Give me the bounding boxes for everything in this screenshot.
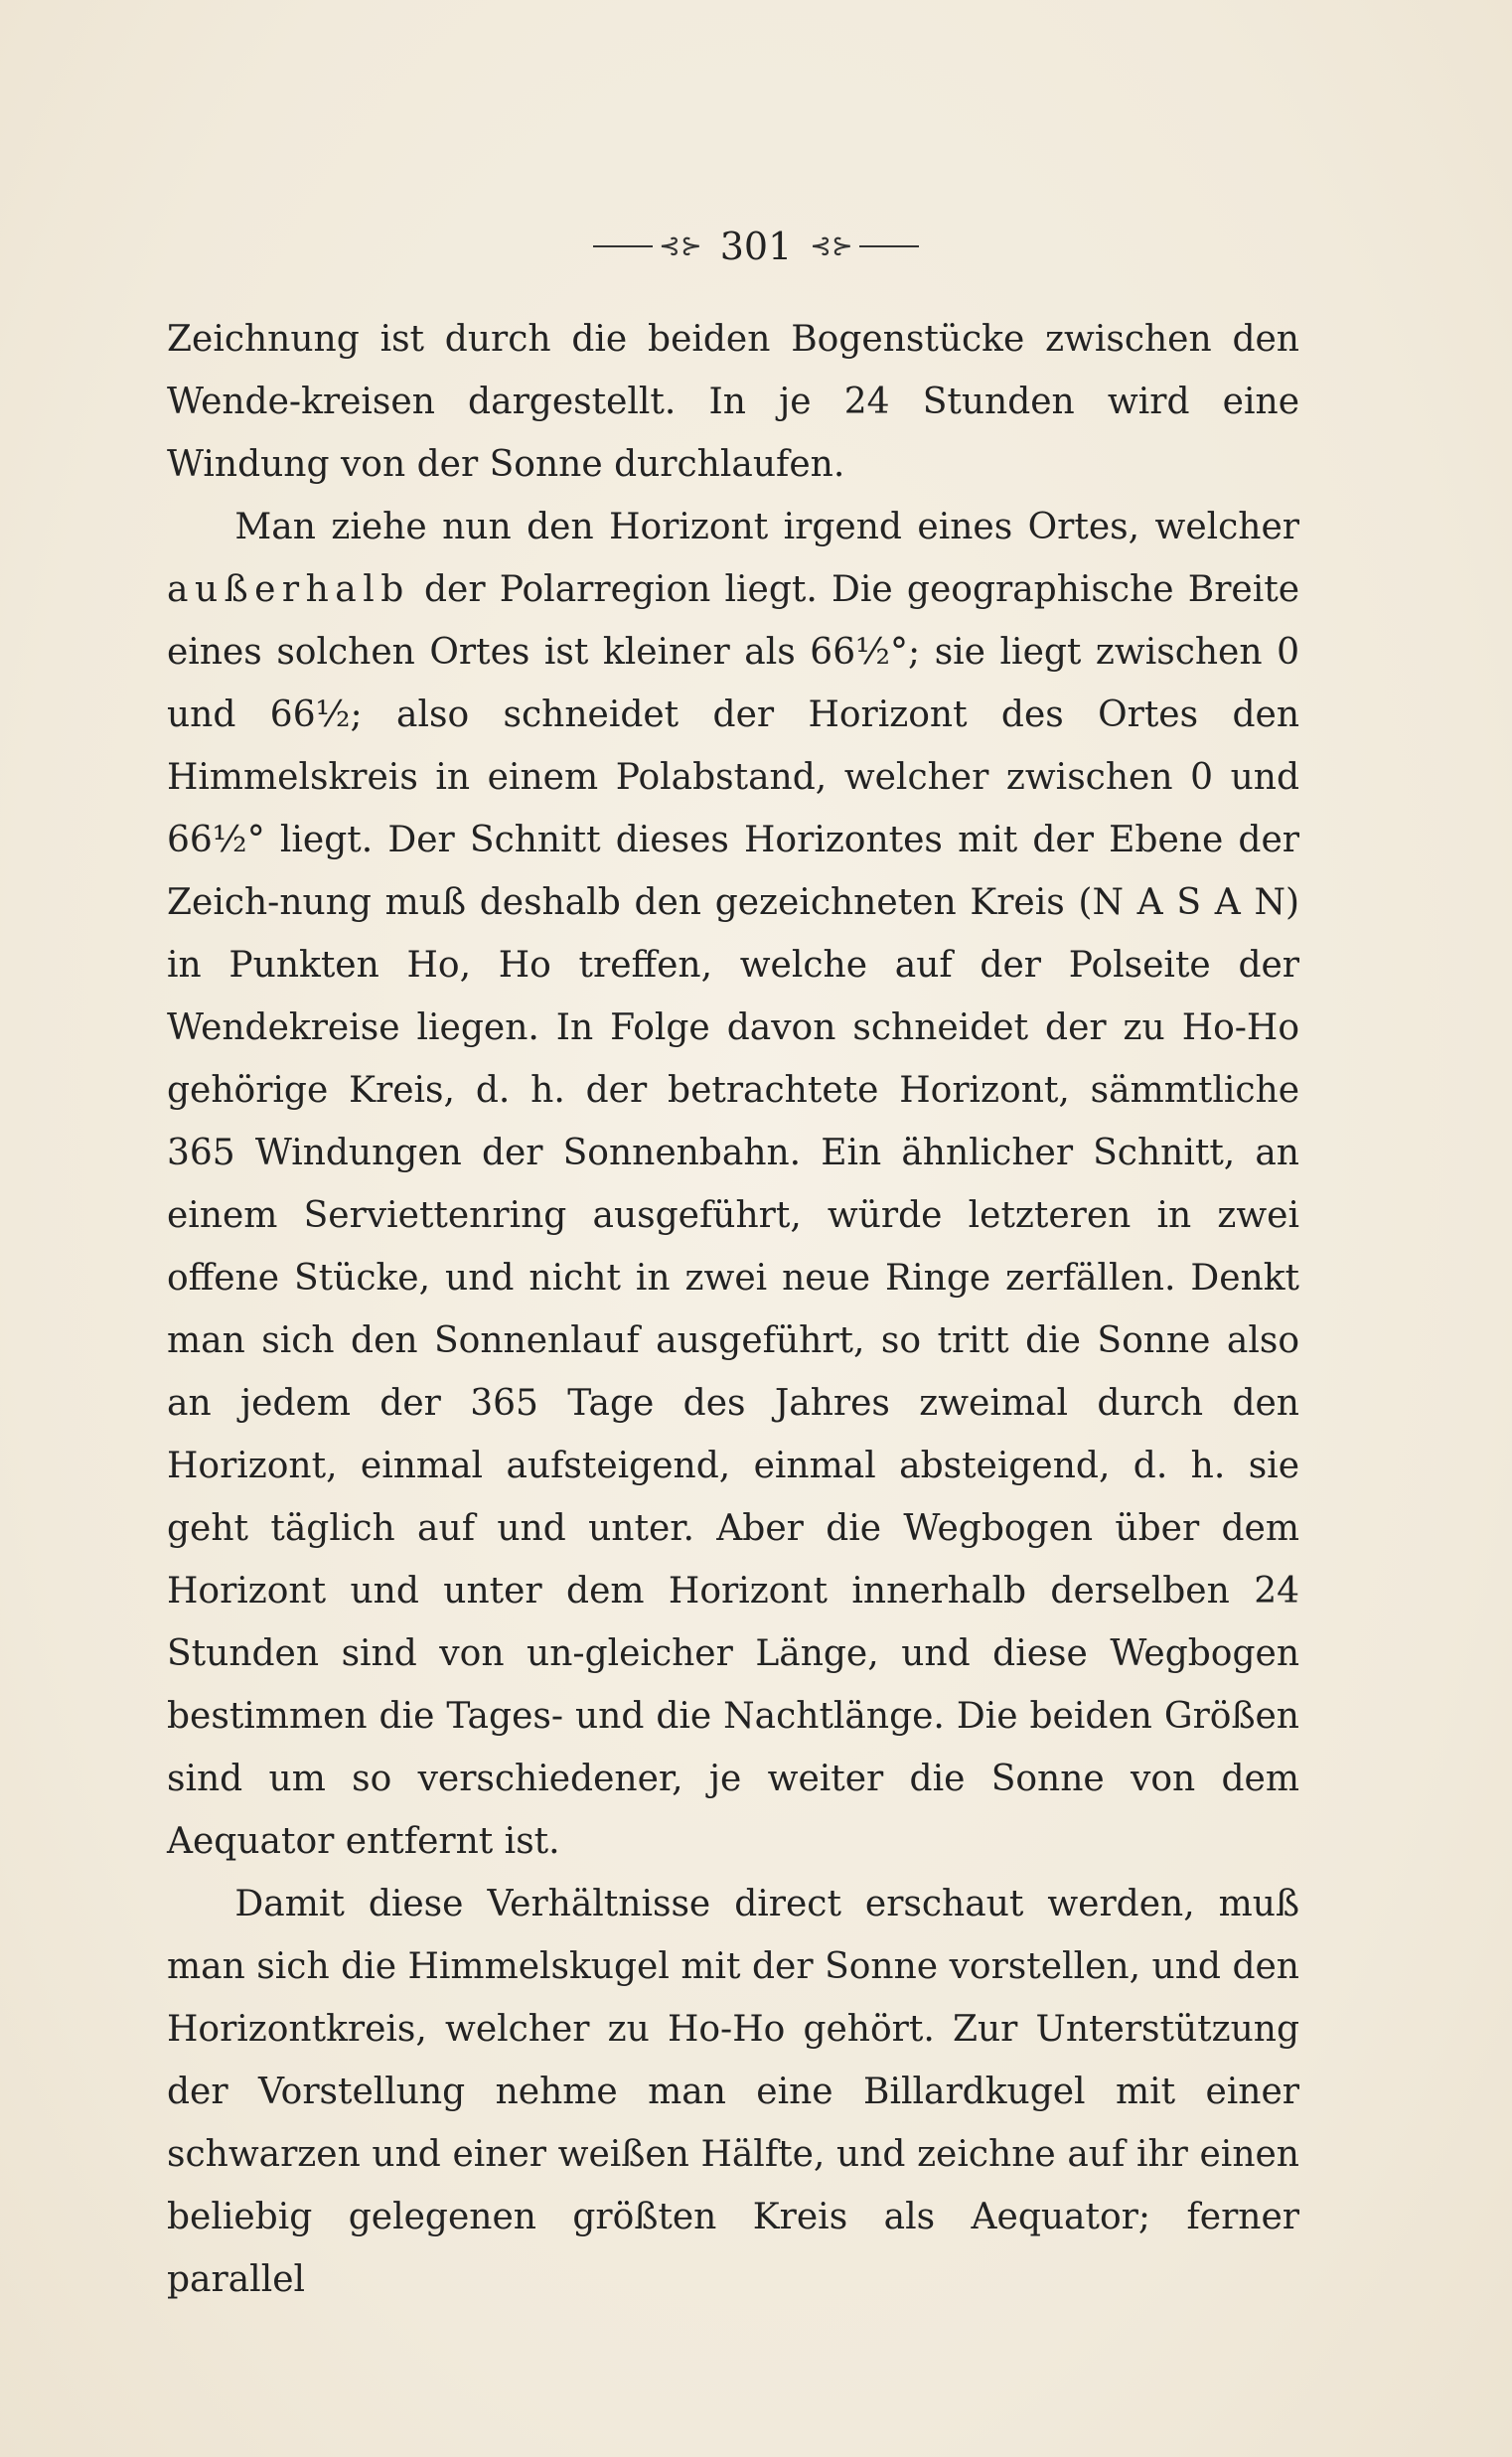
page-header xyxy=(0,221,1512,268)
page-number: 301 xyxy=(719,224,793,268)
paragraph-horizon-rest: der Polarregion liegt. Die geographische Breite eines solchen Ortes ist kleiner als 66½°; sie liegt zwischen 0 und 66½; also schneidet der Horizont des Ortes den Himmelskreis in einem Polabstand, welcher zwischen 0 und 66½° liegt. Der Schnitt dieses Horizontes mit der Ebene der Zeich-nung muß deshalb den gezeichneten Kreis (N A S A N) in Punkten Ho, Ho treffen, welche auf der Polseite der Wendekreise liegen. In Folge davon schneidet der zu Ho-Ho gehörige Kreis, d. h. der betrachtete Horizont, sämmtliche 365 Windungen der Sonnenbahn. Ein ähnlicher Schnitt, an einem Serviettenring ausgeführt, würde letzteren in zwei offene Stücke, und nicht in zwei neue Ringe zerfällen. Denkt man sich den Sonnenlauf ausgeführt, so tritt die Sonne also an jedem der 365 Tage des Jahres zweimal durch den Horizont, einmal aufsteigend, einmal absteigend, d. h. sie geht täglich auf und unter. Aber die Wegbogen über dem Horizont und unter dem Horizont innerhalb derselben 24 Stunden sind von un-gleicher Länge, und diese Wegbogen bestimmen die Tages- und die Nachtlänge. Die beiden Größen sind um so verschiedener, je weiter die Sonne von dem Aequator entfernt ist. xyxy=(167,569,1299,1862)
header-left-rule xyxy=(593,245,653,247)
paragraph-continued: Zeichnung ist durch die beiden Bogenstücke zwischen den Wende-kreisen dargestellt. In je 24 Stunden wird eine Windung von der Sonne durchlaufen. xyxy=(167,319,1299,485)
paragraph-horizon xyxy=(167,496,1299,1873)
paragraph-visualization: Damit diese Verhältnisse direct erschaut werden, muß man sich die Himmelskugel mit der Sonne vorstellen, und den Horizontkreis, welcher zu Ho-Ho gehört. Zur Unterstützung der Vorstellung nehme man eine Billardkugel mit einer schwarzen und einer weißen Hälfte, und zeichne auf ihr einen beliebig gelegenen größten Kreis als Aequator; ferner parallel xyxy=(167,1884,1299,2300)
paragraph-horizon-start: Man ziehe nun den Horizont irgend eines Ortes, welcher xyxy=(234,507,1299,547)
body-text xyxy=(167,308,1299,2311)
header-right-rule xyxy=(859,245,919,247)
header-left-ornament-icon: ⊰⊱ xyxy=(659,230,702,261)
emphasized-word: außerhalb xyxy=(167,569,410,610)
header-right-ornament-icon: ⊰⊱ xyxy=(810,230,853,261)
